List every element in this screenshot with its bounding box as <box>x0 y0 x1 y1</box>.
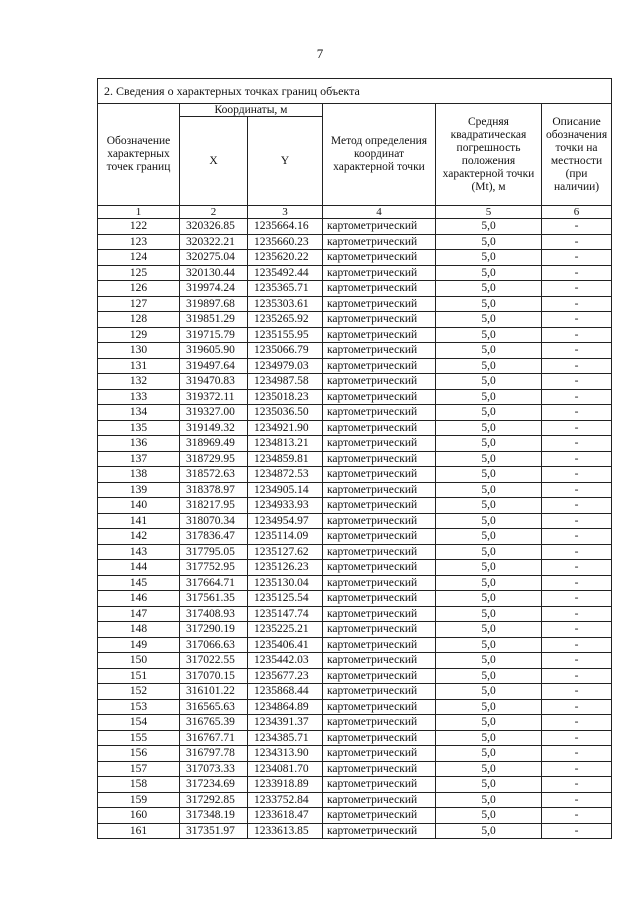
cell-point: 154 <box>98 715 180 731</box>
cell-point: 128 <box>98 312 180 328</box>
cell-description: - <box>542 777 612 793</box>
cell-error: 5,0 <box>436 265 542 281</box>
cell-method: картометрический <box>323 327 436 343</box>
cell-y: 1235126.23 <box>248 560 323 576</box>
cell-error: 5,0 <box>436 296 542 312</box>
table-row <box>98 591 612 607</box>
cell-error: 5,0 <box>436 699 542 715</box>
cell-y: 1233618.47 <box>248 808 323 824</box>
cell-method: картометрический <box>323 451 436 467</box>
cell-error: 5,0 <box>436 389 542 405</box>
cell-y: 1235660.23 <box>248 234 323 250</box>
cell-description: - <box>542 591 612 607</box>
cell-description: - <box>542 575 612 591</box>
cell-method: картометрический <box>323 575 436 591</box>
cell-point: 148 <box>98 622 180 638</box>
cell-point: 159 <box>98 792 180 808</box>
cell-error: 5,0 <box>436 234 542 250</box>
cell-method: картометрический <box>323 296 436 312</box>
cell-y: 1235492.44 <box>248 265 323 281</box>
cell-error: 5,0 <box>436 653 542 669</box>
header-x: X <box>180 117 248 206</box>
cell-x: 319470.83 <box>180 374 248 390</box>
cell-y: 1234313.90 <box>248 746 323 762</box>
cell-description: - <box>542 374 612 390</box>
cell-method: картометрический <box>323 761 436 777</box>
cell-point: 136 <box>98 436 180 452</box>
cell-x: 317351.97 <box>180 823 248 839</box>
cell-x: 318969.49 <box>180 436 248 452</box>
cell-error: 5,0 <box>436 529 542 545</box>
header-method: Метод определения координат характерной точки <box>323 104 436 206</box>
cell-description: - <box>542 606 612 622</box>
cell-x: 320130.44 <box>180 265 248 281</box>
cell-method: картометрический <box>323 250 436 266</box>
cell-method: картометрический <box>323 792 436 808</box>
cell-point: 133 <box>98 389 180 405</box>
cell-y: 1234859.81 <box>248 451 323 467</box>
cell-error: 5,0 <box>436 715 542 731</box>
cell-method: картометрический <box>323 622 436 638</box>
cell-method: картометрический <box>323 544 436 560</box>
cell-method: картометрический <box>323 405 436 421</box>
cell-method: картометрический <box>323 529 436 545</box>
cell-error: 5,0 <box>436 358 542 374</box>
cell-y: 1235664.16 <box>248 219 323 235</box>
cell-x: 317022.55 <box>180 653 248 669</box>
cell-method: картометрический <box>323 668 436 684</box>
cell-error: 5,0 <box>436 637 542 653</box>
table-row <box>98 250 612 266</box>
cell-error: 5,0 <box>436 591 542 607</box>
cell-point: 135 <box>98 420 180 436</box>
cell-method: картометрический <box>323 808 436 824</box>
cell-description: - <box>542 327 612 343</box>
cell-x: 319327.00 <box>180 405 248 421</box>
cell-point: 122 <box>98 219 180 235</box>
cell-point: 139 <box>98 482 180 498</box>
cell-x: 317234.69 <box>180 777 248 793</box>
cell-point: 150 <box>98 653 180 669</box>
table-row <box>98 637 612 653</box>
table-row <box>98 715 612 731</box>
cell-y: 1235127.62 <box>248 544 323 560</box>
cell-y: 1234872.53 <box>248 467 323 483</box>
cell-error: 5,0 <box>436 405 542 421</box>
cell-description: - <box>542 467 612 483</box>
cell-x: 318729.95 <box>180 451 248 467</box>
cell-description: - <box>542 358 612 374</box>
cell-method: картометрический <box>323 358 436 374</box>
cell-description: - <box>542 529 612 545</box>
cell-description: - <box>542 482 612 498</box>
cell-x: 319897.68 <box>180 296 248 312</box>
table-row <box>98 730 612 746</box>
cell-description: - <box>542 451 612 467</box>
cell-y: 1235125.54 <box>248 591 323 607</box>
cell-y: 1235130.04 <box>248 575 323 591</box>
cell-point: 160 <box>98 808 180 824</box>
table-row <box>98 544 612 560</box>
column-number: 3 <box>248 206 323 219</box>
cell-x: 316101.22 <box>180 684 248 700</box>
table-row <box>98 436 612 452</box>
cell-point: 144 <box>98 560 180 576</box>
cell-y: 1235018.23 <box>248 389 323 405</box>
cell-error: 5,0 <box>436 467 542 483</box>
cell-x: 317836.47 <box>180 529 248 545</box>
cell-description: - <box>542 436 612 452</box>
cell-y: 1235677.23 <box>248 668 323 684</box>
cell-method: картометрический <box>323 467 436 483</box>
table-row <box>98 746 612 762</box>
cell-point: 161 <box>98 823 180 839</box>
cell-description: - <box>542 513 612 529</box>
cell-y: 1235155.95 <box>248 327 323 343</box>
cell-description: - <box>542 265 612 281</box>
cell-y: 1235365.71 <box>248 281 323 297</box>
cell-y: 1234954.97 <box>248 513 323 529</box>
cell-x: 316765.39 <box>180 715 248 731</box>
cell-point: 156 <box>98 746 180 762</box>
cell-x: 316797.78 <box>180 746 248 762</box>
cell-description: - <box>542 668 612 684</box>
table-row <box>98 761 612 777</box>
cell-x: 317073.33 <box>180 761 248 777</box>
cell-x: 316565.63 <box>180 699 248 715</box>
table-row <box>98 668 612 684</box>
cell-x: 317664.71 <box>180 575 248 591</box>
cell-x: 317795.05 <box>180 544 248 560</box>
table-row <box>98 684 612 700</box>
cell-description: - <box>542 622 612 638</box>
table-row <box>98 808 612 824</box>
cell-description: - <box>542 296 612 312</box>
cell-method: картометрический <box>323 498 436 514</box>
cell-description: - <box>542 281 612 297</box>
cell-y: 1234391.37 <box>248 715 323 731</box>
cell-x: 320322.21 <box>180 234 248 250</box>
cell-method: картометрический <box>323 637 436 653</box>
cell-x: 317561.35 <box>180 591 248 607</box>
table-row <box>98 234 612 250</box>
cell-method: картометрический <box>323 420 436 436</box>
cell-description: - <box>542 405 612 421</box>
cell-description: - <box>542 653 612 669</box>
cell-y: 1234987.58 <box>248 374 323 390</box>
column-numbers-row <box>98 206 612 219</box>
cell-y: 1233918.89 <box>248 777 323 793</box>
cell-description: - <box>542 637 612 653</box>
cell-point: 138 <box>98 467 180 483</box>
cell-method: картометрический <box>323 436 436 452</box>
cell-error: 5,0 <box>436 281 542 297</box>
cell-error: 5,0 <box>436 761 542 777</box>
table-row <box>98 777 612 793</box>
cell-method: картометрический <box>323 312 436 328</box>
table-row <box>98 451 612 467</box>
cell-method: картометрический <box>323 823 436 839</box>
cell-x: 316767.71 <box>180 730 248 746</box>
table-row <box>98 823 612 839</box>
table-row <box>98 405 612 421</box>
cell-y: 1235265.92 <box>248 312 323 328</box>
table-row <box>98 467 612 483</box>
cell-error: 5,0 <box>436 622 542 638</box>
cell-y: 1234933.93 <box>248 498 323 514</box>
cell-description: - <box>542 684 612 700</box>
cell-error: 5,0 <box>436 312 542 328</box>
cell-y: 1235147.74 <box>248 606 323 622</box>
cell-y: 1235066.79 <box>248 343 323 359</box>
cell-point: 146 <box>98 591 180 607</box>
cell-x: 318572.63 <box>180 467 248 483</box>
cell-y: 1235620.22 <box>248 250 323 266</box>
cell-description: - <box>542 498 612 514</box>
cell-y: 1234979.03 <box>248 358 323 374</box>
table-row <box>98 312 612 328</box>
cell-y: 1235406.41 <box>248 637 323 653</box>
cell-method: картометрический <box>323 653 436 669</box>
cell-point: 153 <box>98 699 180 715</box>
header-y: Y <box>248 117 323 206</box>
table-row <box>98 296 612 312</box>
cell-method: картометрический <box>323 746 436 762</box>
cell-error: 5,0 <box>436 808 542 824</box>
cell-point: 130 <box>98 343 180 359</box>
cell-method: картометрический <box>323 560 436 576</box>
cell-error: 5,0 <box>436 374 542 390</box>
cell-y: 1234081.70 <box>248 761 323 777</box>
column-number: 5 <box>436 206 542 219</box>
cell-description: - <box>542 792 612 808</box>
cell-method: картометрический <box>323 219 436 235</box>
cell-description: - <box>542 746 612 762</box>
cell-x: 319974.24 <box>180 281 248 297</box>
cell-x: 319715.79 <box>180 327 248 343</box>
cell-x: 318217.95 <box>180 498 248 514</box>
cell-description: - <box>542 560 612 576</box>
cell-error: 5,0 <box>436 575 542 591</box>
cell-x: 317066.63 <box>180 637 248 653</box>
cell-x: 317290.19 <box>180 622 248 638</box>
cell-method: картометрический <box>323 374 436 390</box>
cell-x: 318070.34 <box>180 513 248 529</box>
cell-method: картометрический <box>323 606 436 622</box>
header-point: Обозначение характерных точек границ <box>98 104 180 206</box>
header-coordinates: Координаты, м <box>180 104 323 117</box>
cell-point: 155 <box>98 730 180 746</box>
cell-point: 151 <box>98 668 180 684</box>
table-row <box>98 374 612 390</box>
cell-error: 5,0 <box>436 606 542 622</box>
cell-point: 125 <box>98 265 180 281</box>
cell-description: - <box>542 312 612 328</box>
cell-method: картометрический <box>323 684 436 700</box>
cell-point: 157 <box>98 761 180 777</box>
cell-error: 5,0 <box>436 560 542 576</box>
table-row <box>98 420 612 436</box>
cell-error: 5,0 <box>436 730 542 746</box>
cell-description: - <box>542 420 612 436</box>
table-row <box>98 529 612 545</box>
cell-method: картометрический <box>323 482 436 498</box>
cell-description: - <box>542 234 612 250</box>
cell-y: 1234905.14 <box>248 482 323 498</box>
page-number: 7 <box>316 46 324 61</box>
column-number: 2 <box>180 206 248 219</box>
cell-error: 5,0 <box>436 482 542 498</box>
cell-method: картометрический <box>323 699 436 715</box>
cell-point: 149 <box>98 637 180 653</box>
column-number: 4 <box>323 206 436 219</box>
table-row <box>98 653 612 669</box>
cell-description: - <box>542 544 612 560</box>
table-row <box>98 482 612 498</box>
cell-x: 320326.85 <box>180 219 248 235</box>
column-number: 1 <box>98 206 180 219</box>
cell-method: картометрический <box>323 265 436 281</box>
cell-method: картометрический <box>323 343 436 359</box>
cell-error: 5,0 <box>436 513 542 529</box>
table-body <box>98 219 612 839</box>
cell-method: картометрический <box>323 389 436 405</box>
cell-point: 129 <box>98 327 180 343</box>
cell-point: 140 <box>98 498 180 514</box>
cell-y: 1235225.21 <box>248 622 323 638</box>
cell-method: картометрический <box>323 234 436 250</box>
cell-description: - <box>542 343 612 359</box>
cell-error: 5,0 <box>436 792 542 808</box>
table-row <box>98 622 612 638</box>
cell-description: - <box>542 808 612 824</box>
table-row <box>98 699 612 715</box>
cell-x: 319497.64 <box>180 358 248 374</box>
table-row <box>98 792 612 808</box>
cell-point: 158 <box>98 777 180 793</box>
cell-point: 147 <box>98 606 180 622</box>
boundary-points-table <box>97 78 612 839</box>
section-title: 2. Сведения о характерных точках границ объекта <box>98 79 612 104</box>
cell-error: 5,0 <box>436 684 542 700</box>
table-row <box>98 389 612 405</box>
cell-point: 137 <box>98 451 180 467</box>
cell-method: картометрический <box>323 513 436 529</box>
cell-point: 142 <box>98 529 180 545</box>
cell-error: 5,0 <box>436 436 542 452</box>
cell-description: - <box>542 219 612 235</box>
cell-x: 319605.90 <box>180 343 248 359</box>
cell-x: 318378.97 <box>180 482 248 498</box>
cell-y: 1235114.09 <box>248 529 323 545</box>
cell-x: 317408.93 <box>180 606 248 622</box>
cell-error: 5,0 <box>436 451 542 467</box>
cell-point: 141 <box>98 513 180 529</box>
cell-error: 5,0 <box>436 544 542 560</box>
cell-point: 127 <box>98 296 180 312</box>
cell-y: 1234864.89 <box>248 699 323 715</box>
table-row <box>98 327 612 343</box>
cell-method: картометрический <box>323 730 436 746</box>
cell-y: 1235303.61 <box>248 296 323 312</box>
cell-y: 1233752.84 <box>248 792 323 808</box>
column-number: 6 <box>542 206 612 219</box>
cell-method: картометрический <box>323 591 436 607</box>
cell-x: 317752.95 <box>180 560 248 576</box>
cell-error: 5,0 <box>436 343 542 359</box>
cell-x: 319851.29 <box>180 312 248 328</box>
cell-x: 319372.11 <box>180 389 248 405</box>
cell-y: 1233613.85 <box>248 823 323 839</box>
table-row <box>98 343 612 359</box>
table-row <box>98 606 612 622</box>
cell-point: 132 <box>98 374 180 390</box>
cell-y: 1234921.90 <box>248 420 323 436</box>
cell-description: - <box>542 699 612 715</box>
cell-x: 317292.85 <box>180 792 248 808</box>
cell-description: - <box>542 715 612 731</box>
cell-error: 5,0 <box>436 219 542 235</box>
cell-y: 1235868.44 <box>248 684 323 700</box>
cell-x: 319149.32 <box>180 420 248 436</box>
header-description: Описание обозначения точки на местности (при наличии) <box>542 104 612 206</box>
table-row <box>98 265 612 281</box>
cell-error: 5,0 <box>436 327 542 343</box>
table-row <box>98 358 612 374</box>
table-row <box>98 560 612 576</box>
cell-description: - <box>542 823 612 839</box>
cell-point: 124 <box>98 250 180 266</box>
cell-y: 1235442.03 <box>248 653 323 669</box>
table-header <box>98 79 612 219</box>
cell-description: - <box>542 389 612 405</box>
cell-method: картометрический <box>323 777 436 793</box>
cell-point: 123 <box>98 234 180 250</box>
header-error: Средняя квадратическая погрешность положения характерной точки (Mt), м <box>436 104 542 206</box>
cell-error: 5,0 <box>436 498 542 514</box>
table-row <box>98 498 612 514</box>
cell-description: - <box>542 761 612 777</box>
cell-description: - <box>542 730 612 746</box>
cell-description: - <box>542 250 612 266</box>
cell-error: 5,0 <box>436 668 542 684</box>
cell-error: 5,0 <box>436 777 542 793</box>
cell-y: 1235036.50 <box>248 405 323 421</box>
cell-error: 5,0 <box>436 420 542 436</box>
cell-y: 1234813.21 <box>248 436 323 452</box>
cell-y: 1234385.71 <box>248 730 323 746</box>
cell-point: 143 <box>98 544 180 560</box>
cell-point: 152 <box>98 684 180 700</box>
cell-x: 320275.04 <box>180 250 248 266</box>
cell-error: 5,0 <box>436 746 542 762</box>
cell-point: 126 <box>98 281 180 297</box>
cell-method: картометрический <box>323 281 436 297</box>
cell-point: 145 <box>98 575 180 591</box>
table-row <box>98 575 612 591</box>
table-row <box>98 513 612 529</box>
cell-x: 317070.15 <box>180 668 248 684</box>
table-row <box>98 281 612 297</box>
cell-point: 131 <box>98 358 180 374</box>
cell-x: 317348.19 <box>180 808 248 824</box>
table-row <box>98 219 612 235</box>
cell-method: картометрический <box>323 715 436 731</box>
cell-error: 5,0 <box>436 823 542 839</box>
cell-error: 5,0 <box>436 250 542 266</box>
cell-point: 134 <box>98 405 180 421</box>
